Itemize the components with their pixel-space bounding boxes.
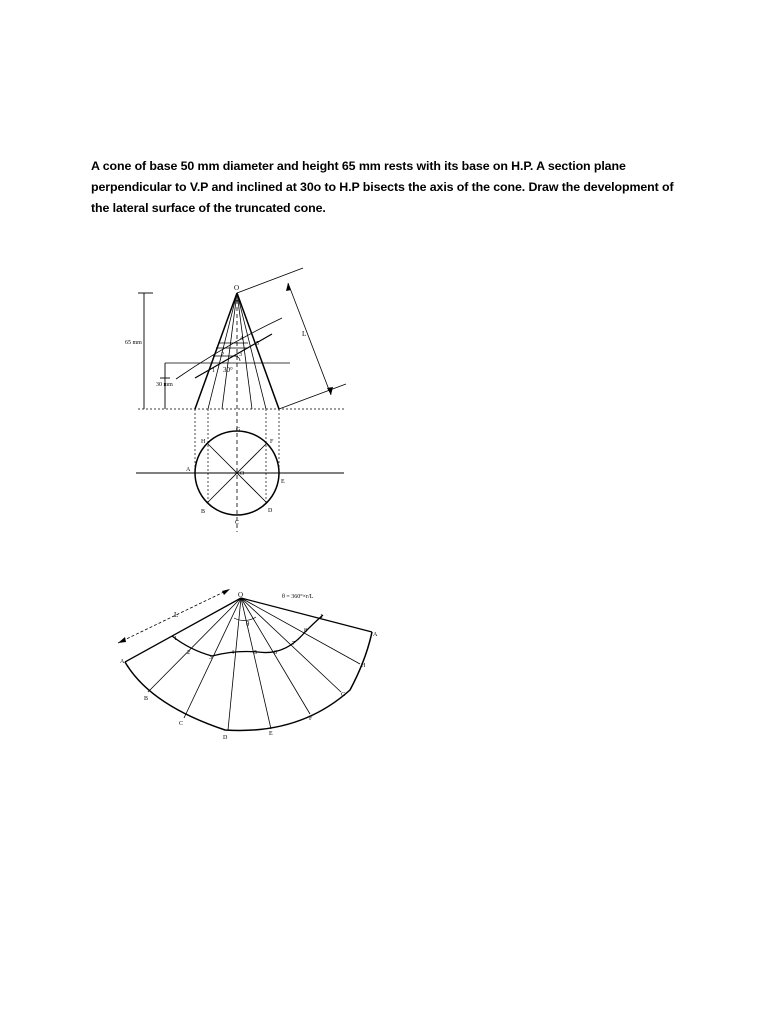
slant-length-label: L (302, 330, 307, 338)
plan-center-label: O (240, 471, 245, 477)
front-view (138, 268, 346, 532)
plan-point-b: B (201, 509, 206, 515)
dev-outer-e: E (269, 731, 273, 737)
development-view (118, 589, 372, 731)
dev-outer-a-left: A (120, 659, 125, 665)
angle-label: 30° (223, 366, 233, 374)
top-view (136, 409, 344, 515)
plan-point-c: C (235, 520, 240, 526)
plan-point-a: A (186, 467, 191, 473)
dev-inner-1-right: 1 (320, 614, 323, 620)
dev-inner-2: 2 (187, 650, 190, 656)
dev-outer-b: B (144, 696, 149, 702)
apex-label: O (234, 284, 240, 292)
problem-statement: A cone of base 50 mm diameter and height 65 mm rests with its base on H.P. A section plane perpendicular to V.P and inclined at 30o to H.P bisects the axis of the cone. Draw the development of the lateral surface of the truncated cone. (91, 159, 674, 215)
dev-outer-c: C (179, 721, 184, 727)
plan-point-g: G (236, 427, 241, 433)
dev-inner-5: 5 (254, 650, 257, 656)
theta-label: θ (246, 620, 250, 628)
dev-inner-1-left: 1 (174, 636, 177, 642)
dev-outer-h: H (361, 663, 366, 669)
height-dimension-label: 65 mm (125, 340, 142, 346)
dev-outer-f: F (309, 716, 313, 722)
section-point-4: 4 (240, 336, 243, 342)
dev-outer-g: G (341, 692, 346, 698)
cut-height-dimension-label: 30 mm (156, 382, 173, 388)
section-point-1: 1 (212, 368, 215, 374)
section-point-5: 5 (256, 341, 259, 347)
development-apex-label: O (238, 591, 244, 599)
dev-inner-3: 3 (209, 655, 212, 661)
plan-point-f: F (270, 439, 274, 445)
section-point-2: 2 (221, 352, 224, 358)
dev-outer-a-right: A (373, 632, 378, 638)
dev-inner-7: 7 (292, 641, 295, 647)
plan-point-e: E (281, 479, 285, 485)
dev-inner-8: 8 (304, 628, 307, 634)
theta-formula: θ = 360°×r/L (282, 594, 314, 600)
plan-point-d: D (268, 508, 273, 514)
dev-outer-d: D (223, 735, 228, 741)
plan-point-h: H (201, 439, 206, 445)
section-point-3: 3 (239, 352, 242, 358)
development-radius-label: L (174, 611, 179, 619)
dev-inner-6: 6 (274, 650, 277, 656)
dev-inner-4: 4 (231, 650, 234, 656)
